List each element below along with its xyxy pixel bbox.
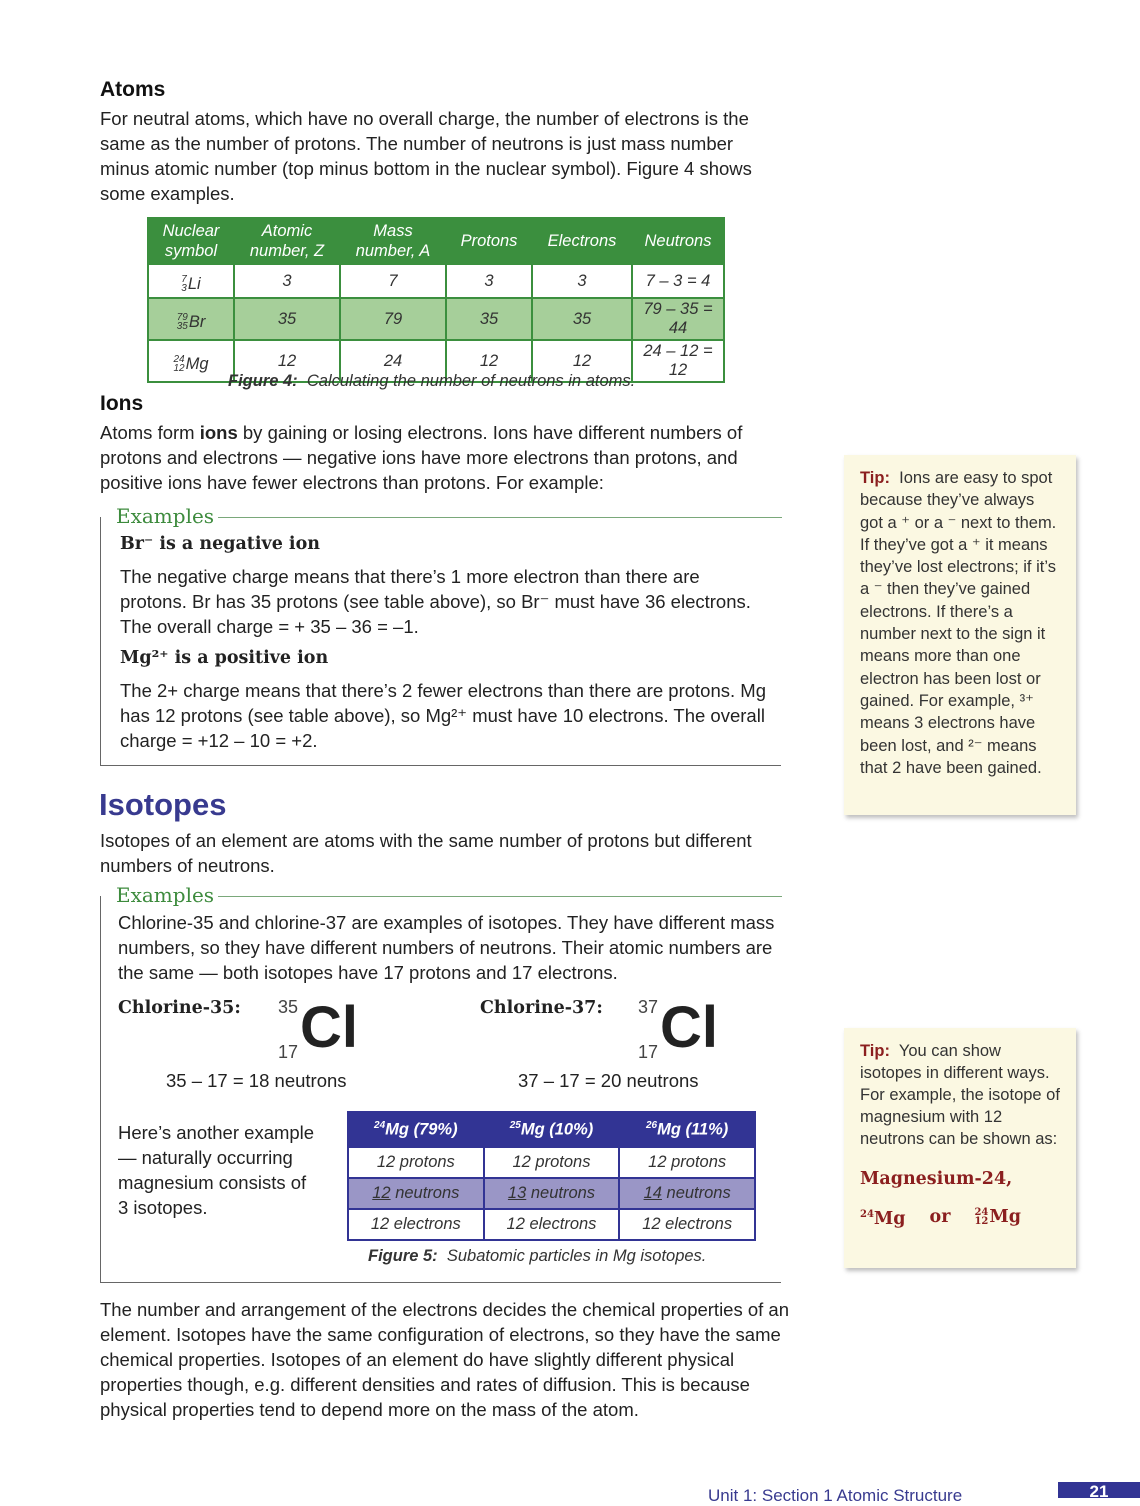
mg-isotopes-table bbox=[347, 1111, 756, 1241]
mass-number: 24 bbox=[340, 340, 446, 382]
isotopes-examples-label: Examples bbox=[112, 883, 218, 907]
tip-isotopes bbox=[844, 1028, 1076, 1268]
ex1-title: Br⁻ is a negative ion bbox=[120, 534, 320, 554]
mass-number: 79 bbox=[340, 298, 446, 340]
atoms-heading: Atoms bbox=[100, 78, 166, 101]
cl37-atomic-number: 17 bbox=[638, 1042, 659, 1062]
protons: 35 bbox=[446, 298, 532, 340]
nuclear-symbol: 79 35 Br bbox=[148, 298, 234, 340]
nuclear-symbol: 7 3 Li bbox=[148, 264, 234, 298]
mass-number: 7 bbox=[340, 264, 446, 298]
atomic-number: 3 bbox=[234, 264, 340, 298]
protons: 12 protons bbox=[619, 1147, 755, 1178]
cl37-mass-number: 37 bbox=[638, 997, 659, 1017]
col-mg-25: $^{25}$Mg (10%) bbox=[484, 1112, 620, 1147]
tip-label: Tip: bbox=[860, 469, 890, 487]
protons: 12 bbox=[446, 340, 532, 382]
neutrons-table bbox=[147, 217, 725, 383]
nuclear-symbol: 24 12 Mg bbox=[148, 340, 234, 382]
isotopes-example-body: Chlorine-35 and chlorine-37 are examples of isotopes. They have different mass numbers, so they have different numbers of neutrons. Their atomic numbers are the same — both isotopes have 17 protons and 17 electrons. bbox=[118, 912, 775, 983]
protons: 12 protons bbox=[348, 1147, 484, 1178]
neutrons: 7 – 3 = 4 bbox=[632, 264, 724, 298]
col-atomic-number: Atomic number, Z bbox=[234, 218, 340, 264]
protons: 12 protons bbox=[484, 1147, 620, 1178]
table-row bbox=[148, 264, 724, 298]
page-number: 21 bbox=[1058, 1482, 1140, 1498]
examples-rule bbox=[210, 517, 782, 518]
electrons: 12 electrons bbox=[484, 1209, 620, 1240]
neutrons: 14 neutrons bbox=[619, 1178, 755, 1209]
figure-4-caption: Figure 4: Calculating the number of neutrons in atoms. bbox=[228, 372, 636, 390]
electrons: 12 electrons bbox=[348, 1209, 484, 1240]
neutrons: 79 – 35 = 44 bbox=[632, 298, 724, 340]
tip-text: You can show isotopes in different ways. For example, the isotope of magnesium with 12 neutrons can be shown as: bbox=[860, 1042, 1060, 1148]
electrons: 12 electrons bbox=[619, 1209, 755, 1240]
magnesium-24-notation: $^{24}$Mg or 24 12 Mg bbox=[860, 1206, 1021, 1229]
cl35-atomic-number: 17 bbox=[278, 1042, 299, 1062]
ex1-body: The negative charge means that there’s 1 more electron than there are protons. Br has 35 protons (see table above), so Br⁻ must have 36 electrons. The overall charge = + 35 – 36 = –1. bbox=[120, 566, 751, 637]
isotopes-heading: Isotopes bbox=[99, 787, 227, 822]
ions-heading: Ions bbox=[100, 392, 144, 415]
magnesium-24-name: Magnesium-24, bbox=[860, 1169, 1013, 1189]
neutrons: 12 neutrons bbox=[348, 1178, 484, 1209]
ions-examples-label: Examples bbox=[112, 504, 218, 528]
figure-5-caption: Figure 5: Subatomic particles in Mg isotopes. bbox=[368, 1247, 707, 1265]
examples-rule bbox=[210, 896, 782, 897]
tip-label: Tip: bbox=[860, 1042, 890, 1060]
isotopes-intro: Isotopes of an element are atoms with the same number of protons but different numbers of neutrons. bbox=[100, 830, 752, 876]
cl35-mass-number: 35 bbox=[278, 997, 299, 1017]
footer-section: Unit 1: Section 1 Atomic Structure bbox=[708, 1486, 963, 1505]
ex2-body: The 2+ charge means that there’s 2 fewer electrons than there are protons. Mg has 12 protons (see table above), so Mg²⁺ must have 10 electrons. The overall charge = +12 – 10 = +2. bbox=[120, 680, 766, 751]
isotopes-closing: The number and arrangement of the electrons decides the chemical properties of an element. Isotopes have the same configuration of electrons, so they have the same chemical properties. Isotopes of an element do have slightly different physical properties though, e.g. different densities and rates of diffusion. This is because physical properties tend to depend more on the mass of the atom. bbox=[100, 1299, 790, 1420]
chlorine-35-label: Chlorine-35: bbox=[118, 998, 241, 1018]
cl35-symbol: Cl bbox=[300, 995, 358, 1060]
col-mass-number: Mass number, A bbox=[340, 218, 446, 264]
table-row bbox=[348, 1178, 755, 1209]
col-electrons: Electrons bbox=[532, 218, 632, 264]
atomic-number: 35 bbox=[234, 298, 340, 340]
electrons: 3 bbox=[532, 264, 632, 298]
table-row bbox=[148, 298, 724, 340]
table-row bbox=[348, 1147, 755, 1178]
atoms-intro: For neutral atoms, which have no overall charge, the number of electrons is the same as the number of protons. The number of neutrons is just mass number minus atomic number (top minus bottom in the nuclear symbol). Figure 4 shows some examples. bbox=[100, 108, 752, 204]
col-neutrons: Neutrons bbox=[632, 218, 724, 264]
neutrons: 24 – 12 = 12 bbox=[632, 340, 724, 382]
tip-text: Ions are easy to spot because they’ve always got a ⁺ or a ⁻ next to them. If they’ve got a ⁺ it means they’ve lost electrons; if it’s a ⁻ then they’ve gained electrons. If there’s a number next to the sign it means more than one electron has been lost or gained. For example, ³⁺ means 3 electrons have been lost, and ²⁻ means that 2 have been gained. bbox=[860, 469, 1057, 777]
cl35-calc: 35 – 17 = 18 neutrons bbox=[166, 1070, 347, 1091]
atomic-number: 12 bbox=[234, 340, 340, 382]
mg-intro: Here’s another example — naturally occurring magnesium consists of 3 isotopes. bbox=[118, 1122, 315, 1218]
neutrons: 13 neutrons bbox=[484, 1178, 620, 1209]
chlorine-37-label: Chlorine-37: bbox=[480, 998, 603, 1018]
tip-ions bbox=[844, 455, 1076, 815]
col-protons: Protons bbox=[446, 218, 532, 264]
col-mg-26: $^{26}$Mg (11%) bbox=[619, 1112, 755, 1147]
electrons: 35 bbox=[532, 298, 632, 340]
electrons: 12 bbox=[532, 340, 632, 382]
ions-intro: Atoms form ions by gaining or losing electrons. Ions have different numbers of protons and electrons — negative ions have more electrons than protons, and positive ions have fewer electrons than protons. For example: bbox=[100, 422, 743, 493]
ex2-title: Mg²⁺ is a positive ion bbox=[120, 648, 329, 668]
protons: 3 bbox=[446, 264, 532, 298]
cl37-calc: 37 – 17 = 20 neutrons bbox=[518, 1070, 699, 1091]
table-row bbox=[348, 1209, 755, 1240]
col-mg-24: $^{24}$Mg (79%) bbox=[348, 1112, 484, 1147]
col-nuclear-symbol: Nuclear symbol bbox=[148, 218, 234, 264]
cl37-symbol: Cl bbox=[660, 995, 718, 1060]
